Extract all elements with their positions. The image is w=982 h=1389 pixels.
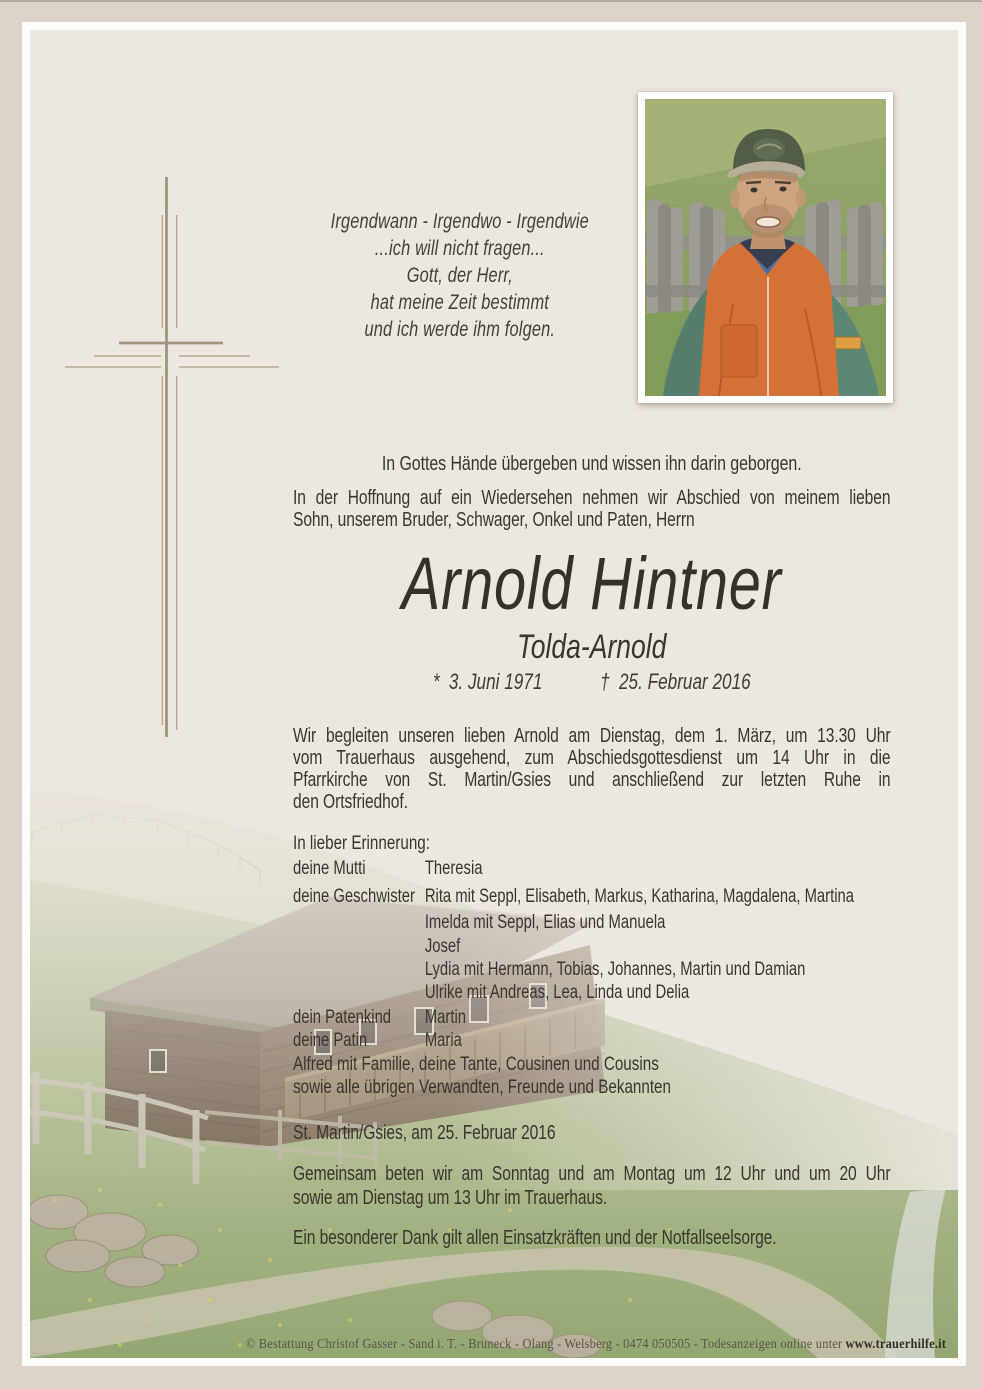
deceased-name: Arnold Hintner [401, 542, 782, 625]
poem-line: und ich werde ihm folgen. [364, 318, 556, 341]
relation-label: dein Patenkind [293, 1007, 392, 1028]
funeral-line: den Ortsfriedhof. [293, 791, 408, 813]
relation-names: Theresia [424, 858, 483, 879]
relation-names: Lydia mit Hermann, Tobias, Johannes, Martin und Damian [424, 959, 806, 980]
prayer-line: Gemeinsam beten wir am Sonntag und am Montag um 12 Uhr und um 20 Uhr [293, 1163, 891, 1185]
memorial-heading: In lieber Erinnerung: [293, 832, 430, 854]
thanks-line: Ein besonderer Dank gilt allen Einsatzkräften und der Notfallseelsorge. [293, 1227, 777, 1249]
footer-website-link[interactable]: www.trauerhilfe.it [845, 1336, 946, 1351]
relation-names: Maria [424, 1030, 462, 1051]
text-column [293, 30, 890, 1358]
death-date-group [600, 669, 751, 694]
relation-label: deine Geschwister [293, 886, 415, 907]
place-dateline: St. Martin/Gsies, am 25. Februar 2016 [293, 1122, 556, 1144]
poem-line: Irgendwann - Irgendwo - Irgendwie [330, 210, 589, 233]
funeral-line: vom Trauerhaus ausgehend, zum Abschiedsgottesdienst um 14 Uhr in die [293, 747, 891, 769]
memorial-row [293, 1007, 890, 1029]
cross-thin-lines [65, 215, 279, 730]
relation-names: Rita mit Seppl, Elisabeth, Markus, Katharina, Magdalena, Martina [424, 886, 854, 907]
life-dates [293, 670, 890, 694]
relation-label: deine Patin [293, 1030, 368, 1051]
relation-names: Ulrike mit Andreas, Lea, Linda und Delia [424, 982, 690, 1003]
funeral-line: Wir begleiten unseren lieben Arnold am Dienstag, dem 1. März, um 13.30 Uhr [293, 725, 891, 747]
card-inner [30, 30, 958, 1358]
memorial-extra-line: Alfred mit Familie, deine Tante, Cousinen und Cousins [293, 1053, 659, 1075]
relation-label: deine Mutti [293, 858, 366, 879]
deceased-nickname: Tolda-Arnold [517, 628, 667, 666]
poem-line: Gott, der Herr, [406, 264, 513, 287]
death-date: 25. Februar 2016 [619, 669, 751, 694]
cross-main-lines [119, 177, 223, 737]
birth-date-group [433, 669, 543, 694]
memorial-extra-line: sowie alle übrigen Verwandten, Freunde und Bekannten [293, 1076, 671, 1098]
birth-date: 3. Juni 1971 [448, 669, 543, 694]
relation-names: Imelda mit Seppl, Elias und Manuela [424, 912, 666, 933]
memorial-row [293, 886, 890, 908]
prayer-line: sowie am Dienstag um 13 Uhr im Trauerhaus. [293, 1187, 608, 1209]
memorial-row [293, 858, 890, 880]
footer-text: © Bestattung Christof Gasser - Sand i. T. - Bruneck - Olang - Welsberg - 0474 050505 - Todesanzeigen online unter [245, 1336, 846, 1351]
relation-names: Josef [424, 936, 461, 957]
announcement-line: In der Hoffnung auf ein Wiedersehen nehmen wir Abschied von meinem lieben [293, 487, 891, 509]
birth-star-symbol: * [432, 669, 440, 694]
card-white-border [22, 22, 966, 1366]
announcement-line: Sohn, unserem Bruder, Schwager, Onkel und Paten, Herrn [293, 509, 695, 531]
memorial-row [293, 1030, 890, 1052]
funeral-line: Pfarrkirche von St. Martin/Gsies und anschließend zur letzten Ruhe in [293, 769, 891, 791]
relation-names: Martin [424, 1007, 467, 1028]
committal-line: In Gottes Hände übergeben und wissen ihn darin geborgen. [381, 452, 802, 475]
death-cross-symbol: † [600, 669, 610, 694]
cross-ornament [60, 160, 290, 750]
funeral-home-footer [246, 1336, 946, 1352]
poem-line: ...ich will nicht fragen... [374, 237, 545, 260]
poem-line: hat meine Zeit bestimmt [370, 291, 549, 314]
